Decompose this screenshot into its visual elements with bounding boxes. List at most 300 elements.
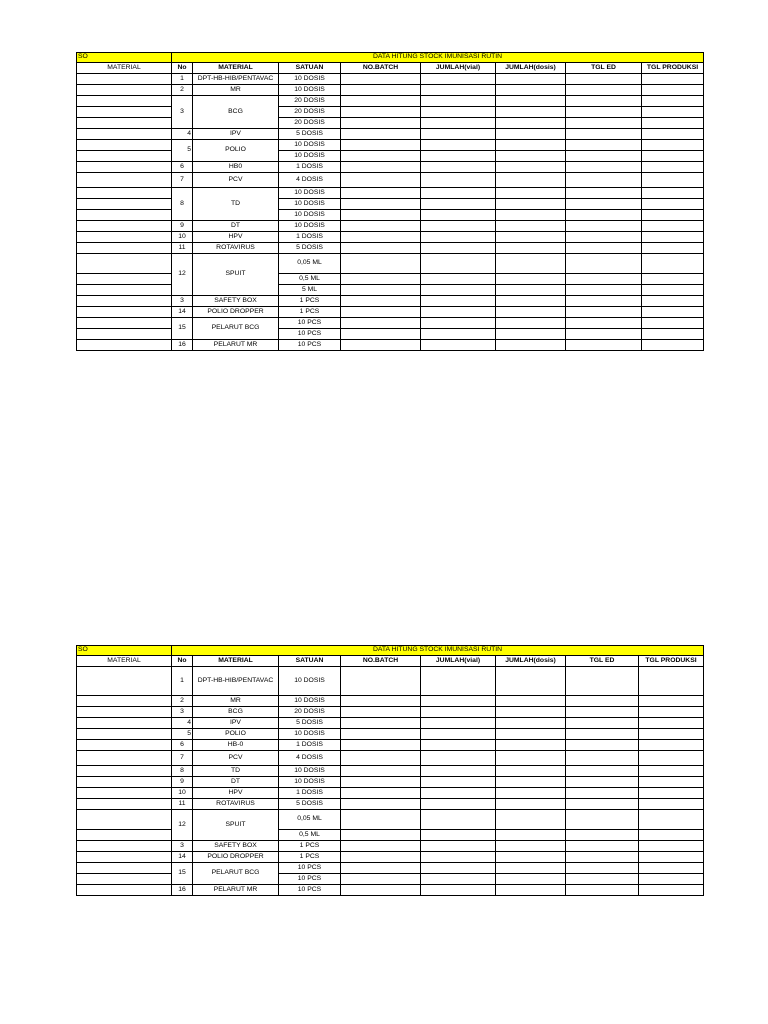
- row-satuan-cell[interactable]: 1 PCS: [279, 841, 341, 852]
- material-left-cell[interactable]: [77, 107, 172, 118]
- tgl-produksi-cell[interactable]: [639, 863, 704, 874]
- tgl-ed-cell[interactable]: [566, 766, 639, 777]
- row-satuan-cell[interactable]: 5 DOSIS: [279, 243, 341, 254]
- tgl-ed-cell[interactable]: [566, 243, 642, 254]
- jumlah-dosis-cell[interactable]: [496, 830, 566, 841]
- jumlah-vial-cell[interactable]: [421, 841, 496, 852]
- material-left-cell[interactable]: [77, 221, 172, 232]
- tgl-produksi-cell[interactable]: [639, 885, 704, 896]
- row-no-cell[interactable]: 5: [172, 140, 193, 162]
- no-batch-cell[interactable]: [341, 718, 421, 729]
- jumlah-dosis-cell[interactable]: [496, 162, 566, 173]
- jumlah-vial-cell[interactable]: [421, 318, 496, 329]
- jumlah-vial-cell[interactable]: [421, 340, 496, 351]
- row-satuan-cell[interactable]: 10 DOSIS: [279, 151, 341, 162]
- tgl-ed-cell[interactable]: [566, 96, 642, 107]
- row-material-cell[interactable]: SAFETY BOX: [193, 296, 279, 307]
- tgl-ed-cell[interactable]: [566, 254, 642, 274]
- tgl-ed-cell[interactable]: [566, 885, 639, 896]
- row-no-cell[interactable]: 12: [172, 810, 193, 841]
- material-left-cell[interactable]: [77, 296, 172, 307]
- jumlah-vial-cell[interactable]: [421, 199, 496, 210]
- tgl-produksi-cell[interactable]: [642, 318, 704, 329]
- row-satuan-cell[interactable]: 10 DOSIS: [279, 667, 341, 696]
- row-satuan-cell[interactable]: 10 DOSIS: [279, 766, 341, 777]
- row-no-cell[interactable]: 15: [172, 863, 193, 885]
- material-left-cell[interactable]: [77, 841, 172, 852]
- tgl-produksi-cell[interactable]: [642, 85, 704, 96]
- row-satuan-cell[interactable]: 10 DOSIS: [279, 74, 341, 85]
- tgl-produksi-cell[interactable]: [642, 107, 704, 118]
- tgl-produksi-cell[interactable]: [642, 74, 704, 85]
- jumlah-vial-cell[interactable]: [421, 243, 496, 254]
- no-batch-cell[interactable]: [341, 254, 421, 274]
- tgl-produksi-cell[interactable]: [642, 254, 704, 274]
- tgl-ed-cell[interactable]: [566, 810, 639, 830]
- row-no-cell[interactable]: 11: [172, 799, 193, 810]
- row-no-cell[interactable]: 2: [172, 696, 193, 707]
- row-material-cell[interactable]: TD: [193, 188, 279, 221]
- tgl-ed-cell[interactable]: [566, 199, 642, 210]
- jumlah-vial-cell[interactable]: [421, 140, 496, 151]
- tgl-produksi-cell[interactable]: [642, 151, 704, 162]
- material-left-cell[interactable]: [77, 129, 172, 140]
- row-no-cell[interactable]: 1: [172, 667, 193, 696]
- tgl-produksi-cell[interactable]: [642, 296, 704, 307]
- row-no-cell[interactable]: 3: [172, 96, 193, 129]
- tgl-ed-cell[interactable]: [566, 129, 642, 140]
- no-batch-cell[interactable]: [341, 340, 421, 351]
- tgl-produksi-cell[interactable]: [642, 173, 704, 188]
- tgl-produksi-cell[interactable]: [642, 162, 704, 173]
- jumlah-dosis-cell[interactable]: [496, 151, 566, 162]
- jumlah-vial-cell[interactable]: [421, 188, 496, 199]
- tgl-produksi-cell[interactable]: [642, 118, 704, 129]
- row-satuan-cell[interactable]: 10 PCS: [279, 329, 341, 340]
- tgl-ed-cell[interactable]: [566, 751, 639, 766]
- row-material-cell[interactable]: PELARUT MR: [193, 340, 279, 351]
- material-left-cell[interactable]: [77, 696, 172, 707]
- jumlah-dosis-cell[interactable]: [496, 729, 566, 740]
- jumlah-dosis-cell[interactable]: [496, 788, 566, 799]
- jumlah-dosis-cell[interactable]: [496, 232, 566, 243]
- no-batch-cell[interactable]: [341, 318, 421, 329]
- material-left-cell[interactable]: [77, 329, 172, 340]
- jumlah-dosis-cell[interactable]: [496, 85, 566, 96]
- jumlah-dosis-cell[interactable]: [496, 118, 566, 129]
- tgl-ed-cell[interactable]: [566, 285, 642, 296]
- row-no-cell[interactable]: 14: [172, 852, 193, 863]
- no-batch-cell[interactable]: [341, 118, 421, 129]
- tgl-ed-cell[interactable]: [566, 329, 642, 340]
- row-material-cell[interactable]: MR: [193, 85, 279, 96]
- jumlah-dosis-cell[interactable]: [496, 173, 566, 188]
- no-batch-cell[interactable]: [341, 707, 421, 718]
- row-satuan-cell[interactable]: 10 DOSIS: [279, 140, 341, 151]
- jumlah-vial-cell[interactable]: [421, 830, 496, 841]
- tgl-produksi-cell[interactable]: [642, 340, 704, 351]
- row-satuan-cell[interactable]: 4 DOSIS: [279, 751, 341, 766]
- row-satuan-cell[interactable]: 20 DOSIS: [279, 707, 341, 718]
- row-material-cell[interactable]: DPT-HB-HIB/PENTAVAC: [193, 74, 279, 85]
- jumlah-dosis-cell[interactable]: [496, 221, 566, 232]
- row-material-cell[interactable]: PCV: [193, 751, 279, 766]
- tgl-produksi-cell[interactable]: [639, 766, 704, 777]
- jumlah-vial-cell[interactable]: [421, 274, 496, 285]
- tgl-produksi-cell[interactable]: [642, 140, 704, 151]
- row-satuan-cell[interactable]: 5 DOSIS: [279, 129, 341, 140]
- jumlah-dosis-cell[interactable]: [496, 243, 566, 254]
- row-satuan-cell[interactable]: 5 DOSIS: [279, 718, 341, 729]
- row-material-cell[interactable]: TD: [193, 766, 279, 777]
- tgl-ed-cell[interactable]: [566, 740, 639, 751]
- no-batch-cell[interactable]: [341, 696, 421, 707]
- tgl-produksi-cell[interactable]: [639, 740, 704, 751]
- material-left-cell[interactable]: [77, 173, 172, 188]
- row-material-cell[interactable]: ROTAVIRUS: [193, 799, 279, 810]
- tgl-produksi-cell[interactable]: [639, 777, 704, 788]
- no-batch-cell[interactable]: [341, 232, 421, 243]
- no-batch-cell[interactable]: [341, 274, 421, 285]
- row-material-cell[interactable]: DT: [193, 221, 279, 232]
- material-left-cell[interactable]: [77, 729, 172, 740]
- material-left-cell[interactable]: [77, 232, 172, 243]
- row-satuan-cell[interactable]: 10 DOSIS: [279, 777, 341, 788]
- tgl-produksi-cell[interactable]: [639, 810, 704, 830]
- row-satuan-cell[interactable]: 0,5 ML: [279, 830, 341, 841]
- jumlah-vial-cell[interactable]: [421, 874, 496, 885]
- no-batch-cell[interactable]: [341, 307, 421, 318]
- material-left-cell[interactable]: [77, 667, 172, 696]
- material-left-cell[interactable]: [77, 140, 172, 151]
- row-satuan-cell[interactable]: 10 DOSIS: [279, 85, 341, 96]
- tgl-ed-cell[interactable]: [566, 852, 639, 863]
- tgl-ed-cell[interactable]: [566, 307, 642, 318]
- jumlah-dosis-cell[interactable]: [496, 740, 566, 751]
- jumlah-dosis-cell[interactable]: [496, 188, 566, 199]
- row-satuan-cell[interactable]: 10 DOSIS: [279, 188, 341, 199]
- material-left-cell[interactable]: [77, 707, 172, 718]
- material-left-cell[interactable]: [77, 188, 172, 199]
- jumlah-vial-cell[interactable]: [421, 254, 496, 274]
- material-left-cell[interactable]: [77, 74, 172, 85]
- jumlah-dosis-cell[interactable]: [496, 667, 566, 696]
- row-satuan-cell[interactable]: 4 DOSIS: [279, 173, 341, 188]
- material-left-cell[interactable]: [77, 85, 172, 96]
- row-no-cell[interactable]: 1: [172, 74, 193, 85]
- row-no-cell[interactable]: 15: [172, 318, 193, 340]
- jumlah-vial-cell[interactable]: [421, 118, 496, 129]
- row-material-cell[interactable]: PCV: [193, 173, 279, 188]
- jumlah-dosis-cell[interactable]: [496, 285, 566, 296]
- tgl-produksi-cell[interactable]: [639, 751, 704, 766]
- jumlah-dosis-cell[interactable]: [496, 254, 566, 274]
- material-left-cell[interactable]: [77, 96, 172, 107]
- no-batch-cell[interactable]: [341, 667, 421, 696]
- jumlah-dosis-cell[interactable]: [496, 199, 566, 210]
- jumlah-vial-cell[interactable]: [421, 162, 496, 173]
- tgl-ed-cell[interactable]: [566, 874, 639, 885]
- row-material-cell[interactable]: POLIO DROPPER: [193, 307, 279, 318]
- tgl-produksi-cell[interactable]: [639, 729, 704, 740]
- tgl-produksi-cell[interactable]: [639, 667, 704, 696]
- tgl-ed-cell[interactable]: [566, 296, 642, 307]
- tgl-produksi-cell[interactable]: [639, 852, 704, 863]
- row-material-cell[interactable]: DPT-HB-HIB/PENTAVAC: [193, 667, 279, 696]
- row-no-cell[interactable]: 12: [172, 254, 193, 296]
- row-satuan-cell[interactable]: 10 DOSIS: [279, 210, 341, 221]
- tgl-ed-cell[interactable]: [566, 777, 639, 788]
- no-batch-cell[interactable]: [341, 162, 421, 173]
- row-satuan-cell[interactable]: 0,05 ML: [279, 254, 341, 274]
- so-cell[interactable]: SO: [77, 53, 172, 63]
- tgl-ed-cell[interactable]: [566, 707, 639, 718]
- row-satuan-cell[interactable]: 10 PCS: [279, 863, 341, 874]
- jumlah-vial-cell[interactable]: [421, 107, 496, 118]
- row-satuan-cell[interactable]: 1 PCS: [279, 852, 341, 863]
- material-left-cell[interactable]: [77, 243, 172, 254]
- row-no-cell[interactable]: 4: [172, 129, 193, 140]
- jumlah-vial-cell[interactable]: [421, 667, 496, 696]
- jumlah-vial-cell[interactable]: [421, 151, 496, 162]
- row-material-cell[interactable]: POLIO DROPPER: [193, 852, 279, 863]
- no-batch-cell[interactable]: [341, 85, 421, 96]
- no-batch-cell[interactable]: [341, 329, 421, 340]
- tgl-produksi-cell[interactable]: [642, 232, 704, 243]
- material-left-cell[interactable]: [77, 340, 172, 351]
- tgl-ed-cell[interactable]: [566, 788, 639, 799]
- tgl-ed-cell[interactable]: [566, 841, 639, 852]
- material-left-cell[interactable]: [77, 751, 172, 766]
- tgl-ed-cell[interactable]: [566, 696, 639, 707]
- row-no-cell[interactable]: 10: [172, 788, 193, 799]
- row-material-cell[interactable]: PELARUT BCG: [193, 318, 279, 340]
- jumlah-vial-cell[interactable]: [421, 788, 496, 799]
- row-satuan-cell[interactable]: 5 DOSIS: [279, 799, 341, 810]
- row-material-cell[interactable]: IPV: [193, 129, 279, 140]
- row-satuan-cell[interactable]: 10 DOSIS: [279, 696, 341, 707]
- row-material-cell[interactable]: BCG: [193, 707, 279, 718]
- jumlah-vial-cell[interactable]: [421, 707, 496, 718]
- tgl-ed-cell[interactable]: [566, 863, 639, 874]
- no-batch-cell[interactable]: [341, 221, 421, 232]
- row-material-cell[interactable]: HPV: [193, 788, 279, 799]
- jumlah-vial-cell[interactable]: [421, 852, 496, 863]
- row-material-cell[interactable]: ROTAVIRUS: [193, 243, 279, 254]
- row-satuan-cell[interactable]: 10 PCS: [279, 885, 341, 896]
- jumlah-vial-cell[interactable]: [421, 718, 496, 729]
- material-left-cell[interactable]: [77, 307, 172, 318]
- jumlah-vial-cell[interactable]: [421, 74, 496, 85]
- material-left-cell[interactable]: [77, 740, 172, 751]
- material-left-cell[interactable]: [77, 788, 172, 799]
- jumlah-vial-cell[interactable]: [421, 696, 496, 707]
- tgl-produksi-cell[interactable]: [642, 96, 704, 107]
- row-material-cell[interactable]: PELARUT MR: [193, 885, 279, 896]
- row-satuan-cell[interactable]: 10 PCS: [279, 318, 341, 329]
- tgl-produksi-cell[interactable]: [639, 799, 704, 810]
- tgl-ed-cell[interactable]: [566, 210, 642, 221]
- jumlah-vial-cell[interactable]: [421, 740, 496, 751]
- tgl-ed-cell[interactable]: [566, 667, 639, 696]
- jumlah-dosis-cell[interactable]: [496, 140, 566, 151]
- jumlah-vial-cell[interactable]: [421, 863, 496, 874]
- row-no-cell[interactable]: 8: [172, 188, 193, 221]
- row-no-cell[interactable]: 4: [172, 718, 193, 729]
- row-satuan-cell[interactable]: 10 PCS: [279, 874, 341, 885]
- tgl-produksi-cell[interactable]: [639, 788, 704, 799]
- row-material-cell[interactable]: HB-0: [193, 740, 279, 751]
- row-no-cell[interactable]: 7: [172, 751, 193, 766]
- row-material-cell[interactable]: HPV: [193, 232, 279, 243]
- tgl-ed-cell[interactable]: [566, 151, 642, 162]
- jumlah-vial-cell[interactable]: [421, 799, 496, 810]
- no-batch-cell[interactable]: [341, 740, 421, 751]
- jumlah-dosis-cell[interactable]: [496, 799, 566, 810]
- row-material-cell[interactable]: SAFETY BOX: [193, 841, 279, 852]
- jumlah-dosis-cell[interactable]: [496, 810, 566, 830]
- material-left-cell[interactable]: [77, 274, 172, 285]
- material-left-cell[interactable]: [77, 318, 172, 329]
- row-no-cell[interactable]: 9: [172, 221, 193, 232]
- no-batch-cell[interactable]: [341, 151, 421, 162]
- row-no-cell[interactable]: 3: [172, 296, 193, 307]
- material-left-cell[interactable]: [77, 118, 172, 129]
- jumlah-vial-cell[interactable]: [421, 129, 496, 140]
- tgl-ed-cell[interactable]: [566, 221, 642, 232]
- material-left-cell[interactable]: [77, 151, 172, 162]
- row-satuan-cell[interactable]: 1 DOSIS: [279, 162, 341, 173]
- row-satuan-cell[interactable]: 10 PCS: [279, 340, 341, 351]
- no-batch-cell[interactable]: [341, 285, 421, 296]
- jumlah-vial-cell[interactable]: [421, 285, 496, 296]
- tgl-ed-cell[interactable]: [566, 118, 642, 129]
- material-left-cell[interactable]: [77, 162, 172, 173]
- no-batch-cell[interactable]: [341, 830, 421, 841]
- row-satuan-cell[interactable]: 10 DOSIS: [279, 199, 341, 210]
- row-material-cell[interactable]: SPUIT: [193, 810, 279, 841]
- row-material-cell[interactable]: MR: [193, 696, 279, 707]
- row-satuan-cell[interactable]: 20 DOSIS: [279, 96, 341, 107]
- no-batch-cell[interactable]: [341, 874, 421, 885]
- row-satuan-cell[interactable]: 1 DOSIS: [279, 232, 341, 243]
- no-batch-cell[interactable]: [341, 188, 421, 199]
- jumlah-dosis-cell[interactable]: [496, 74, 566, 85]
- row-no-cell[interactable]: 14: [172, 307, 193, 318]
- tgl-ed-cell[interactable]: [566, 188, 642, 199]
- no-batch-cell[interactable]: [341, 96, 421, 107]
- tgl-ed-cell[interactable]: [566, 318, 642, 329]
- tgl-ed-cell[interactable]: [566, 162, 642, 173]
- jumlah-dosis-cell[interactable]: [496, 885, 566, 896]
- no-batch-cell[interactable]: [341, 243, 421, 254]
- no-batch-cell[interactable]: [341, 107, 421, 118]
- tgl-produksi-cell[interactable]: [639, 707, 704, 718]
- row-no-cell[interactable]: 10: [172, 232, 193, 243]
- tgl-ed-cell[interactable]: [566, 107, 642, 118]
- row-satuan-cell[interactable]: 20 DOSIS: [279, 118, 341, 129]
- no-batch-cell[interactable]: [341, 810, 421, 830]
- row-satuan-cell[interactable]: 20 DOSIS: [279, 107, 341, 118]
- material-left-cell[interactable]: [77, 799, 172, 810]
- jumlah-vial-cell[interactable]: [421, 173, 496, 188]
- tgl-produksi-cell[interactable]: [639, 696, 704, 707]
- jumlah-dosis-cell[interactable]: [496, 307, 566, 318]
- no-batch-cell[interactable]: [341, 788, 421, 799]
- tgl-ed-cell[interactable]: [566, 729, 639, 740]
- material-left-cell[interactable]: [77, 874, 172, 885]
- jumlah-dosis-cell[interactable]: [496, 777, 566, 788]
- tgl-produksi-cell[interactable]: [642, 129, 704, 140]
- jumlah-vial-cell[interactable]: [421, 85, 496, 96]
- no-batch-cell[interactable]: [341, 852, 421, 863]
- tgl-produksi-cell[interactable]: [639, 830, 704, 841]
- material-left-cell[interactable]: [77, 810, 172, 830]
- no-batch-cell[interactable]: [341, 885, 421, 896]
- jumlah-dosis-cell[interactable]: [496, 852, 566, 863]
- row-no-cell[interactable]: 6: [172, 740, 193, 751]
- material-left-cell[interactable]: [77, 254, 172, 274]
- material-left-cell[interactable]: [77, 777, 172, 788]
- tgl-ed-cell[interactable]: [566, 718, 639, 729]
- row-no-cell[interactable]: 16: [172, 885, 193, 896]
- jumlah-vial-cell[interactable]: [421, 232, 496, 243]
- jumlah-dosis-cell[interactable]: [496, 874, 566, 885]
- jumlah-dosis-cell[interactable]: [496, 210, 566, 221]
- tgl-produksi-cell[interactable]: [642, 199, 704, 210]
- row-material-cell[interactable]: HB0: [193, 162, 279, 173]
- tgl-ed-cell[interactable]: [566, 232, 642, 243]
- tgl-ed-cell[interactable]: [566, 74, 642, 85]
- no-batch-cell[interactable]: [341, 129, 421, 140]
- no-batch-cell[interactable]: [341, 210, 421, 221]
- jumlah-dosis-cell[interactable]: [496, 329, 566, 340]
- jumlah-dosis-cell[interactable]: [496, 129, 566, 140]
- tgl-produksi-cell[interactable]: [642, 243, 704, 254]
- tgl-produksi-cell[interactable]: [639, 718, 704, 729]
- tgl-produksi-cell[interactable]: [642, 188, 704, 199]
- no-batch-cell[interactable]: [341, 140, 421, 151]
- jumlah-dosis-cell[interactable]: [496, 274, 566, 285]
- row-no-cell[interactable]: 3: [172, 841, 193, 852]
- tgl-produksi-cell[interactable]: [642, 274, 704, 285]
- row-material-cell[interactable]: PELARUT BCG: [193, 863, 279, 885]
- row-no-cell[interactable]: 7: [172, 173, 193, 188]
- row-material-cell[interactable]: IPV: [193, 718, 279, 729]
- row-material-cell[interactable]: POLIO: [193, 140, 279, 162]
- no-batch-cell[interactable]: [341, 777, 421, 788]
- row-no-cell[interactable]: 9: [172, 777, 193, 788]
- jumlah-dosis-cell[interactable]: [496, 318, 566, 329]
- jumlah-vial-cell[interactable]: [421, 766, 496, 777]
- tgl-ed-cell[interactable]: [566, 140, 642, 151]
- jumlah-dosis-cell[interactable]: [496, 296, 566, 307]
- jumlah-vial-cell[interactable]: [421, 777, 496, 788]
- material-left-cell[interactable]: [77, 210, 172, 221]
- no-batch-cell[interactable]: [341, 766, 421, 777]
- row-satuan-cell[interactable]: 1 PCS: [279, 307, 341, 318]
- jumlah-dosis-cell[interactable]: [496, 107, 566, 118]
- tgl-ed-cell[interactable]: [566, 173, 642, 188]
- row-satuan-cell[interactable]: 1 DOSIS: [279, 740, 341, 751]
- row-satuan-cell[interactable]: 0,05 ML: [279, 810, 341, 830]
- material-left-cell[interactable]: [77, 852, 172, 863]
- jumlah-vial-cell[interactable]: [421, 96, 496, 107]
- jumlah-vial-cell[interactable]: [421, 885, 496, 896]
- row-no-cell[interactable]: 2: [172, 85, 193, 96]
- jumlah-vial-cell[interactable]: [421, 329, 496, 340]
- row-satuan-cell[interactable]: 10 DOSIS: [279, 221, 341, 232]
